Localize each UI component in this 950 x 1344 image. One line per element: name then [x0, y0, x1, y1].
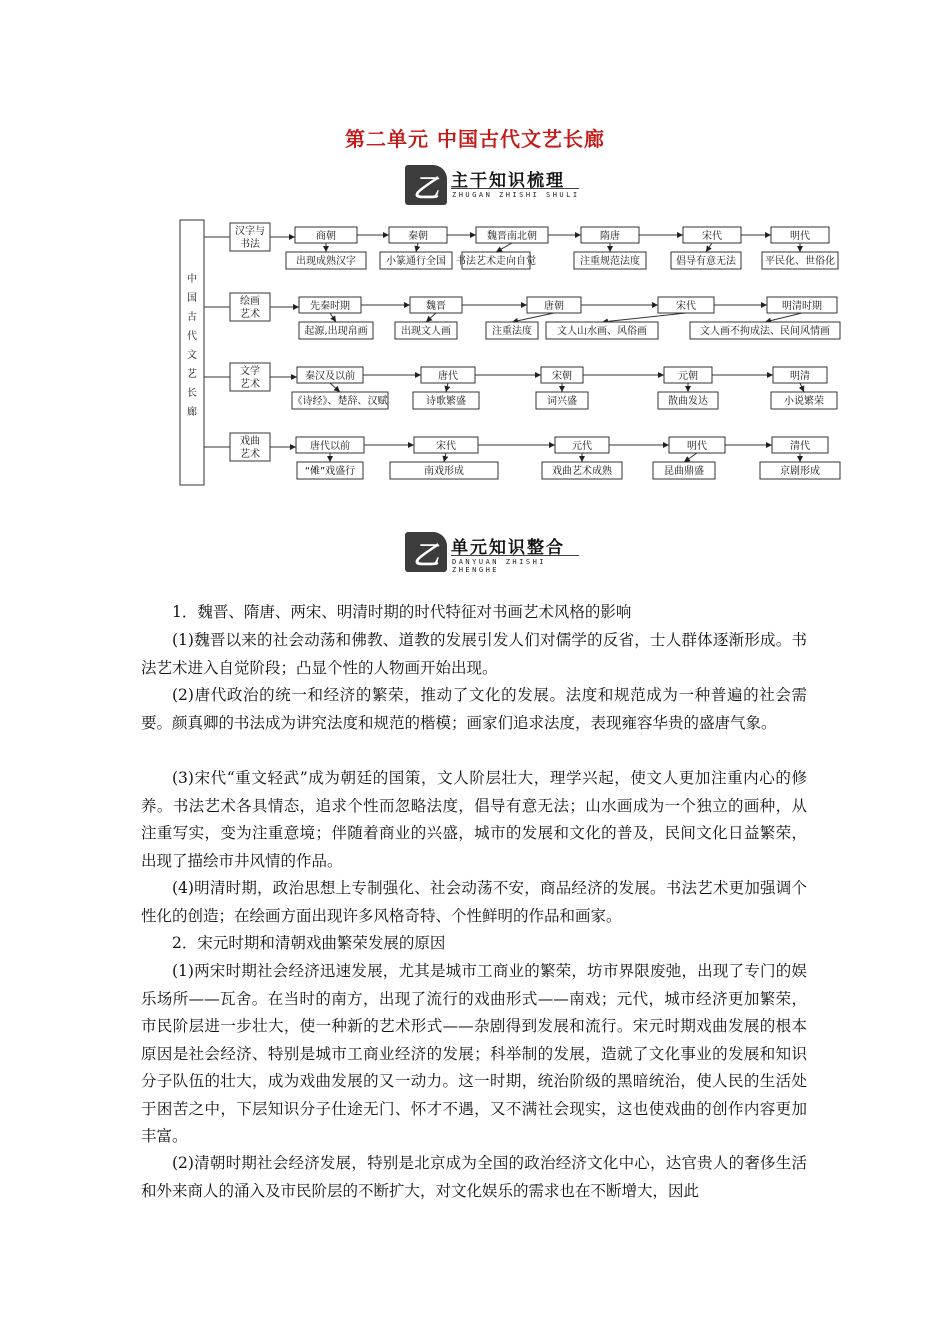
down-arrow: [416, 243, 418, 252]
root-text: 艺: [187, 369, 197, 380]
category-label: 艺术: [240, 379, 260, 390]
banner-rule: [451, 555, 579, 556]
root-text: 长: [187, 388, 197, 399]
feature-label: 散曲发达: [668, 396, 708, 407]
period-label: 商朝: [316, 231, 336, 242]
period-label: 魏晋南北朝: [487, 231, 537, 242]
feature-label: 戏曲艺术成熟: [552, 466, 612, 477]
period-label: 唐朝: [544, 301, 564, 312]
down-arrow: [684, 453, 697, 462]
category-label: 汉字与: [235, 226, 265, 237]
feature-label: 注重规范法度: [580, 256, 640, 267]
period-label: 宋代: [676, 301, 696, 312]
period-label: 明清时期: [782, 301, 822, 312]
feature-label: 文人山水画、风俗画: [557, 326, 647, 337]
heading-2: 2．宋元时期和清朝戏曲繁荣发展的原因: [172, 934, 446, 952]
feature-label: 小说繁荣: [784, 396, 824, 407]
page-title: 第二单元 中国古代文艺长廊: [345, 127, 605, 151]
feature-label: 文人画不拘成法、民间风情画: [700, 326, 830, 337]
feature-label: 昆曲鼎盛: [664, 466, 704, 477]
banner-subtitle: DANYUAN ZHISHI ZHENGHE: [452, 558, 547, 574]
paragraph-1-4: (4)明清时期，政治思想上专制强化、社会动荡不安，商品经济的发展。书法艺术更加强调个性化的创造；在绘画方面出现许多风格奇特、个性鲜明的作品和画家。: [141, 879, 807, 925]
down-arrow: [426, 313, 436, 322]
paragraph-1-3: (3)宋代“重文轻武”成为朝廷的国策，文人阶层壮大，理学兴起，使文人更加注重内心的修养。书法艺术各具情态，追求个性而忽略法度，倡导有意无法；山水画成为一个独立的画种，从注重写实，变为注重意境；伴随着商业的兴盛，城市的发展和文化的普及，民间文化日益繁荣，出现了描绘市井风情的作品。: [141, 769, 807, 870]
heading-1: 1．魏晋、隋唐、两宋、明清时期的时代特征对书画艺术风格的影响: [172, 603, 632, 621]
root-text: 代: [187, 331, 197, 342]
feature-label: 词兴盛: [547, 396, 577, 407]
feature-label: 书法艺术走向自觉: [456, 256, 536, 267]
period-label: 宋代: [436, 441, 456, 452]
period-label: 宋代: [702, 231, 722, 242]
feature-label: 小篆通行全国: [386, 256, 446, 267]
category-label: 绘画: [240, 296, 260, 307]
down-arrow: [800, 383, 804, 392]
down-arrow: [496, 243, 512, 252]
period-label: 元代: [572, 441, 592, 452]
period-label: 明清: [790, 371, 810, 382]
paragraph-2-2: (2)清朝时期社会经济发展，特别是北京成为全国的政治经济文化中心，达官贵人的奢侈生活和外来商人的涌入及市民阶层的不断扩大，对文化娱乐的需求也在不断增大，因此: [141, 1154, 807, 1200]
feature-label: 京剧形成: [780, 466, 820, 477]
down-arrow: [765, 313, 802, 322]
category-label: 文学: [240, 366, 260, 377]
root-text: 国: [187, 293, 197, 304]
banner-title: 单元知识整合: [451, 538, 565, 558]
down-arrow: [330, 383, 340, 392]
period-label: 魏晋: [426, 301, 446, 312]
down-arrow: [706, 243, 712, 252]
period-label: 秦汉及以前: [305, 371, 355, 382]
category-label: 书法: [240, 239, 260, 250]
feature-label: 起源,出现帛画: [304, 326, 368, 337]
feature-label: 出现成熟汉字: [296, 256, 356, 267]
feature-label: “傩”戏盛行: [304, 466, 356, 477]
root-text: 中: [187, 274, 197, 285]
period-label: 元朝: [678, 371, 698, 382]
feature-label: 出现文人画: [401, 326, 451, 337]
paragraph-2-1: (1)两宋时期社会经济迅速发展，尤其是城市工商业的繁荣，坊市界限废弛，出现了专门的娱乐场所——瓦舍。在当时的南方，出现了流行的戏曲形式——南戏；元代，城市经济更加繁荣，市民阶层进一步壮大，使一种新的艺术形式——杂剧得到发展和流行。宋元时期戏曲发展的根本原因是社会经济、特别是城市工商业经济的发展；科举制的发展，造就了文化事业的发展和知识分子队伍的壮大，成为戏曲发展的又一动力。这一时期，统治阶级的黑暗统治，使人民的生活处于困苦之中，下层知识分子仕途无门、怀才不遇，又不满社会现实，这也使戏曲的创作内容更加丰富。: [141, 962, 807, 1145]
feature-label: 南戏形成: [424, 466, 464, 477]
period-label: 明代: [790, 231, 810, 242]
period-label: 唐代: [438, 371, 458, 382]
paragraph-1-1: (1)魏晋以来的社会动荡和佛教、道教的发展引发人们对儒学的反省，士人群体逐渐形成。书法艺术进入自觉阶段；凸显个性的人物画开始出现。: [141, 631, 807, 677]
root-text: 古: [187, 312, 197, 323]
feature-label: 平民化、世俗化: [765, 256, 835, 267]
banner-subtitle: ZHUGAN ZHISHI SHULI: [452, 191, 580, 199]
category-label: 艺术: [240, 309, 260, 320]
down-arrow: [602, 313, 686, 322]
period-label: 宋朝: [552, 371, 572, 382]
period-label: 秦朝: [408, 231, 428, 242]
down-arrow: [512, 313, 554, 322]
category-label: 戏曲: [240, 436, 260, 447]
feature-label: 注重法度: [492, 326, 532, 337]
feature-label: 《诗经》、楚辞、汉赋: [292, 396, 388, 407]
section-badge-icon: 乙: [405, 165, 447, 205]
feature-label: 倡导有意无法: [676, 256, 736, 267]
section-banner-integration: [405, 532, 580, 572]
section-badge-icon: 乙: [405, 532, 447, 572]
period-label: 明代: [687, 441, 707, 452]
root-text: 廊: [187, 407, 197, 418]
down-arrow: [446, 383, 448, 392]
period-label: 唐代以前: [310, 441, 350, 452]
category-label: 艺术: [240, 449, 260, 460]
feature-label: 诗歌繁盛: [426, 396, 466, 407]
banner-title: 主干知识梳理: [451, 171, 565, 191]
down-arrow: [444, 453, 446, 462]
period-label: 先秦时期: [310, 301, 350, 312]
knowledge-diagram: [0, 0, 950, 500]
period-label: 隋唐: [600, 231, 620, 242]
down-arrow: [330, 313, 336, 322]
root-text: 文: [187, 350, 197, 361]
paragraph-1-2: (2)唐代政治的统一和经济的繁荣，推动了文化的发展。法度和规范成为一种普遍的社会需要。颜真卿的书法成为讲究法度和规范的楷模；画家们追求法度，表现雍容华贵的盛唐气象。: [141, 686, 807, 732]
period-label: 清代: [790, 441, 810, 452]
